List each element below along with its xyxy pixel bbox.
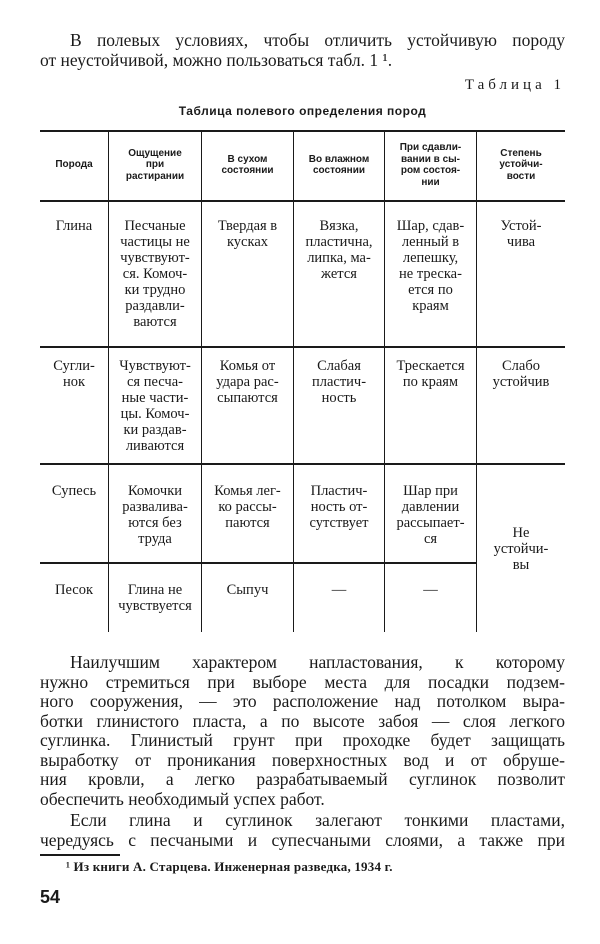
text-line: суглинка. Глинистый грунт при проходке будет защищать: [40, 730, 565, 750]
cell-wet: —: [331, 582, 347, 598]
table-label: Таблица 1: [464, 77, 565, 93]
cell-wet: Слабая пластич- ность: [311, 358, 367, 406]
cell-wet: Вязка, пластична, липка, ма- жется: [305, 218, 373, 282]
cell-dry: Сыпуч: [226, 582, 269, 598]
header-rubbing: Ощущение при растирании: [125, 147, 185, 182]
cell-stability: Устой- чива: [500, 218, 542, 250]
cell-stability-merged: Не устойчи- вы: [493, 525, 549, 573]
rock-identification-table: [40, 130, 565, 633]
table-title: Таблица полевого определения пород: [178, 104, 427, 118]
header-dry: В сухом состоянии: [221, 153, 274, 176]
header-rule: [40, 200, 565, 202]
cell-rock: Глина: [55, 218, 93, 234]
header-squeezing: При сдавли- вании в сы- ром состоя- нии: [399, 142, 462, 188]
text-line: ботки глинистого пласта, а по высоте забоя — слоя легкого: [40, 710, 565, 731]
cell-dry: Твердая в кусках: [217, 218, 278, 250]
cell-squeezing: Шар, сдав- ленный в лепешку, не треска- ется по краям: [396, 218, 465, 314]
cell-rubbing: Глина не чувствуется: [118, 582, 192, 614]
cell-dry: Комья лег- ко рассы- паются: [214, 483, 281, 531]
text-line: Если глина и суглинок залегают тонкими пластами,: [70, 810, 565, 830]
cell-wet: Пластич- ность от- сутствует: [309, 483, 369, 531]
text-line: чередуясь с песчаными и супесчаными слоями, а также при: [40, 829, 565, 850]
header-rock: Порода: [55, 159, 93, 171]
text-line: ния кровли, а легко разрабатываемый суглинок позволит: [40, 769, 565, 789]
cell-rock: Сугли- нок: [53, 358, 95, 390]
text-line: выработку от проникания поверхностных вод и от обруше-: [40, 749, 565, 770]
cell-rock: Супесь: [51, 483, 97, 499]
text-line: нужно стремиться при выборе места для посадки подзем-: [40, 671, 565, 692]
cell-rubbing: Песчаные частицы не чувствуют- ся. Комоч- ки трудно раздавли- ваются: [120, 218, 190, 330]
cell-squeezing: —: [423, 582, 438, 598]
cell-rubbing: Комочки развалива- ются без труда: [122, 483, 188, 547]
footnote: ¹ Из книги А. Старцева. Инженерная разведка, 1934 г.: [66, 859, 393, 874]
header-wet: Во влажном состоянии: [308, 153, 370, 176]
footnote-rule: [40, 854, 120, 856]
text-line: от неустойчивой, можно пользоваться табл. 1 ¹.: [40, 50, 393, 70]
text-line: В полевых условиях, чтобы отличить устойчивую породу: [70, 30, 565, 50]
header-stability: Степень устойчи- вости: [499, 147, 543, 182]
cell-rock: Песок: [55, 582, 93, 598]
text-line: ного сооружения, — это расположение над потолком выра-: [40, 691, 565, 711]
cell-squeezing: Трескается по краям: [396, 358, 465, 390]
page-number: 54: [40, 887, 61, 907]
cell-rubbing: Чувствуют- ся песча- ные части- цы. Комоч- ки раздав- ливаются: [119, 358, 191, 454]
text-line: Наилучшим характером напластования, к которому: [70, 652, 565, 672]
cell-dry: Комья от удара рас- сыпаются: [216, 358, 279, 406]
text-line: обеспечить необходимый успех работ.: [40, 788, 325, 809]
row-rule: [40, 463, 565, 465]
row-rule: [40, 562, 476, 564]
cell-squeezing: Шар при давлении рассыпает- ся: [396, 483, 465, 547]
row-rule: [40, 346, 565, 348]
cell-stability: Слабо устойчив: [492, 358, 550, 390]
